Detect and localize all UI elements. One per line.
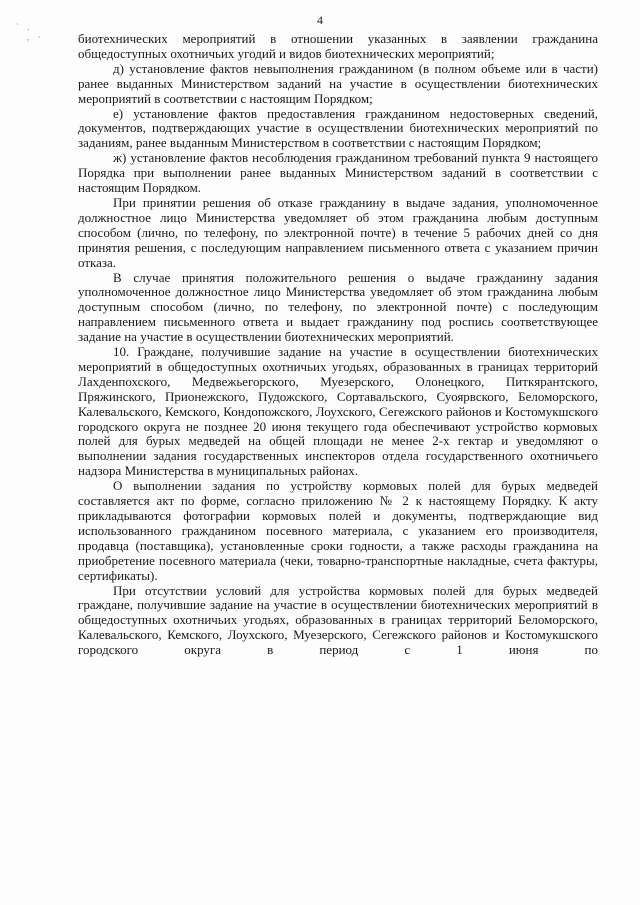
paragraph-item-e: е) установление фактов предоставления гражданином недостоверных сведений, документов, подтверждающих участие в осуществлении биотехнических мероприятий по заданиям, ранее выданным Министерством в соответствии с настоящим Порядком; bbox=[78, 105, 598, 151]
scan-artifact: ` . ‚ · bbox=[16, 22, 44, 42]
paragraph-clause-10: 10. Граждане, получившие задание на участие в осуществлении биотехнических мероприятий в общедоступных охотничьих угодьях, образованных в границах территорий Лахденпохского, Медвежьегорского, Муезерского, Олонецкого, Питкярантского, Пряжинского, Прионежского, Пудожского, Сортавальского, Суоярвского, Беломорского, Калевальского, Кемского, Кондопожского, Лоухского, Сегежского районов и Костомукшского городского округа не позднее 20 июня текущего года обеспечивают устройство кормовых полей для бурых медведей на общей площади не менее 2-х гектар и уведомляют о выполнении задания государственных инспекторов отдела государственного охотничьего надзора Министерства в муниципальных районах. bbox=[78, 344, 598, 479]
paragraph-act: О выполнении задания по устройству кормовых полей для бурых медведей составляется акт по форме, согласно приложению № 2 к настоящему Порядку. К акту прикладываются фотографии кормовых полей и документы, подтверждающие вид использованного гражданином посевного материала, с указанием его производителя, продавца (поставщика), установленные сроки годности, а также расходы гражданина на приобретение посевного материала (чеки, товарно-транспортные накладные, счета фактуры, сертификаты). bbox=[78, 478, 598, 583]
paragraph-item-d: д) установление фактов невыполнения гражданином (в полном объеме или в части) ранее выданных Министерством заданий на участие в осуществлении биотехнических мероприятий в соответствии с настоящим Порядком; bbox=[78, 60, 598, 106]
paragraph-item-zh: ж) установление фактов несоблюдения гражданином требований пункта 9 настоящего Порядка при выполнении ранее выданных Министерством заданий в соответствии с настоящим Порядком. bbox=[78, 150, 598, 196]
paragraph-no-conditions: При отсутствии условий для устройства кормовых полей для бурых медведей граждане, получившие задание на участие в осуществлении биотехнических мероприятий в общедоступных охотничьих угодьях, образованных в границах территорий Беломорского, Калевальского, Кемского, Лоухского, Муезерского, Сегежского районов и Костомукшского городского округа в период с 1 июня по bbox=[78, 582, 598, 658]
page-number: 4 bbox=[317, 13, 323, 27]
document-body bbox=[78, 32, 598, 658]
paragraph-refusal: При принятии решения об отказе гражданину в выдаче задания, уполномоченное должностное лицо Министерства уведомляет об этом гражданина любым доступным способом (лично, по телефону, по электронной почте) в течение 5 рабочих дней со дня принятия решения, с последующим направлением письменного ответа с указанием причин отказа. bbox=[78, 194, 598, 270]
paragraph-continuation: биотехнических мероприятий в отношении указанных в заявлении гражданина общедоступных охотничьих угодий и видов биотехнических мероприятий; bbox=[78, 31, 598, 61]
paragraph-approval: В случае принятия положительного решения о выдаче гражданину задания уполномоченное должностное лицо Министерства уведомляет об этом гражданина любым доступным способом (лично, по телефону, по электронной почте) с последующим направлением письменного ответа и выдает гражданину под роспись соответствующее задание на участие в осуществлении биотехнических мероприятий. bbox=[78, 269, 598, 345]
